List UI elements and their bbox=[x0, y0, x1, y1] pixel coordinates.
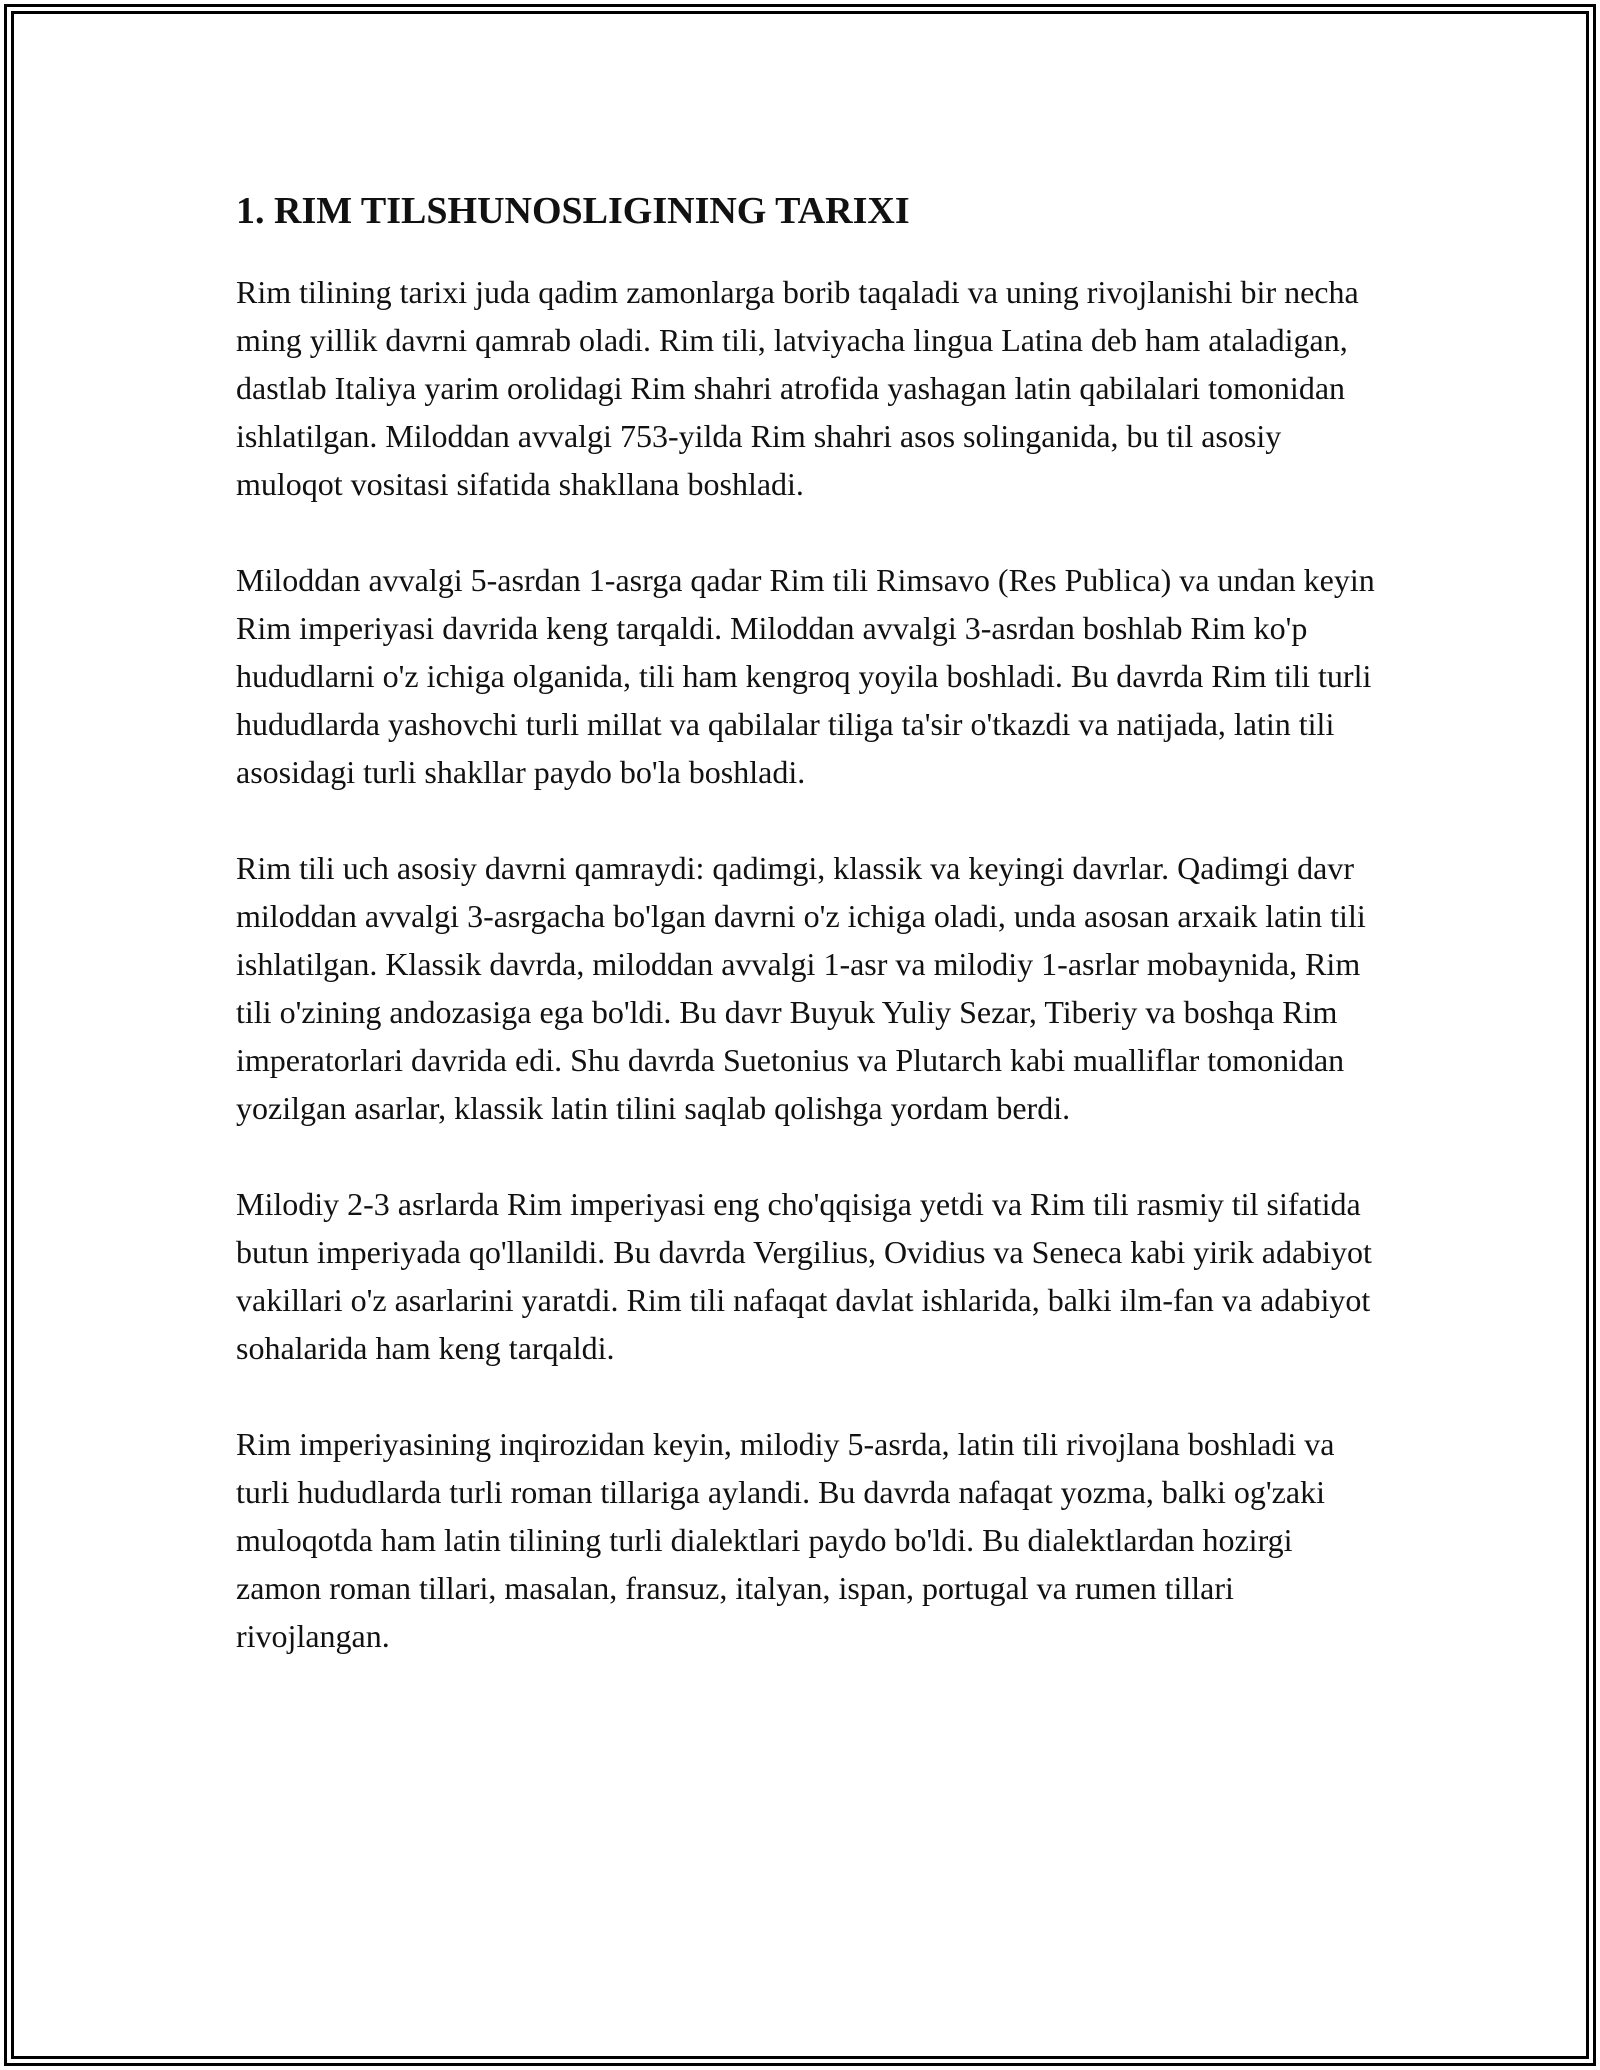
document-body bbox=[236, 186, 1376, 1708]
document-title: 1. RIM TILSHUNOSLIGINING TARIXI bbox=[236, 190, 910, 232]
paragraph-2: Miloddan avvalgi 5-asrdan 1-asrga qadar Rim tili Rimsavo (Res Publica) va undan keyin Rim imperiyasi davrida keng tarqaldi. Miloddan avvalgi 3-asrdan boshlab Rim ko'p hududlarni o'z ichiga olganida, tili ham kengroq yoyila boshladi. Bu davrda Rim tili turli hududlarda yashovchi turli millat va qabilalar tiliga ta'sir o'tkazdi va natijada, latin tili asosidagi turli shakllar paydo bo'la boshladi. bbox=[236, 562, 1375, 790]
paragraph-1: Rim tilining tarixi juda qadim zamonlarga borib taqaladi va uning rivojlanishi bir necha ming yillik davrni qamrab oladi. Rim tili, latviyacha lingua Latina deb ham ataladigan, dastlab Italiya yarim orolidagi Rim shahri atrofida yashagan latin qabilalari tomonidan ishlatilgan. Miloddan avvalgi 753-yilda Rim shahri asos solinganida, bu til asosiy muloqot vositasi sifatida shakllana boshladi. bbox=[236, 274, 1359, 502]
paragraph-5: Rim imperiyasining inqirozidan keyin, milodiy 5-asrda, latin tili rivojlana boshladi va turli hududlarda turli roman tillariga aylandi. Bu davrda nafaqat yozma, balki og'zaki muloqotda ham latin tilining turli dialektlari paydo bo'ldi. Bu dialektlardan hozirgi zamon roman tillari, masalan, fransuz, italyan, ispan, portugal va rumen tillari rivojlangan. bbox=[236, 1426, 1335, 1654]
paragraph-4: Milodiy 2-3 asrlarda Rim imperiyasi eng cho'qqisiga yetdi va Rim tili rasmiy til sifatida butun imperiyada qo'llanildi. Bu davrda Vergilius, Ovidius va Seneca kabi yirik adabiyot vakillari o'z asarlarini yaratdi. Rim tili nafaqat davlat ishlarida, balki ilm-fan va adabiyot sohalarida ham keng tarqaldi. bbox=[236, 1186, 1372, 1366]
paragraph-3: Rim tili uch asosiy davrni qamraydi: qadimgi, klassik va keyingi davrlar. Qadimgi davr miloddan avvalgi 3-asrgacha bo'lgan davrni o'z ichiga oladi, unda asosan arxaik latin tili ishlatilgan. Klassik davrda, miloddan avvalgi 1-asr va milodiy 1-asrlar mobaynida, Rim tili o'zining andozasiga ega bo'ldi. Bu davr Buyuk Yuliy Sezar, Tiberiy va boshqa Rim imperatorlari davrida edi. Shu davrda Suetonius va Plutarch kabi mualliflar tomonidan yozilgan asarlar, klassik latin tilini saqlab qolishga yordam berdi. bbox=[236, 850, 1366, 1126]
